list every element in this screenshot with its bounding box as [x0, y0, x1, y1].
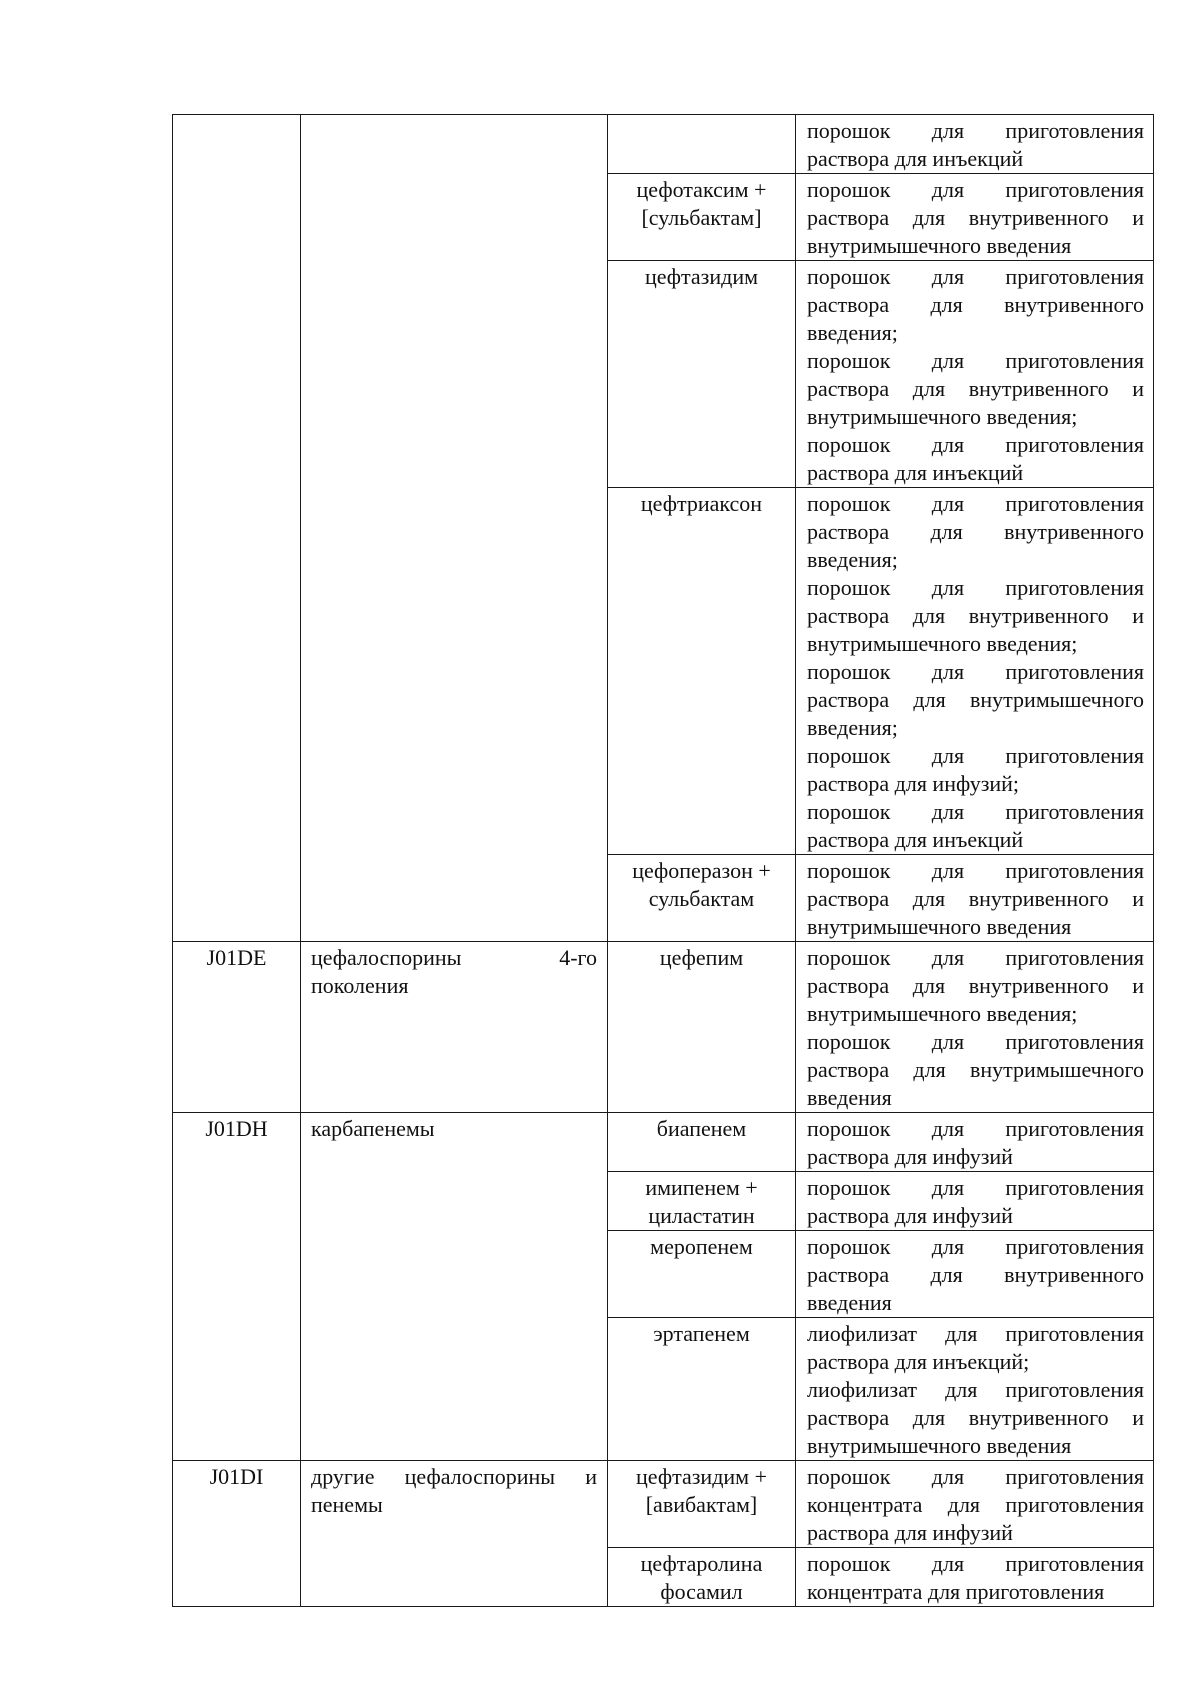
group-name-cell [301, 942, 608, 1113]
form_lines-line: раствора для инфузий [807, 1520, 1013, 1545]
dosage-form-cell [796, 1231, 1154, 1318]
form_lines-line: раствора для инфузий [807, 1203, 1013, 1228]
group_lines-line: карбапенемы [311, 1116, 435, 1141]
form_lines-line: порошок для приготовления [807, 264, 1144, 289]
form_lines-line: концентрата для приготовления [807, 1579, 1105, 1604]
form_lines-line: введения; [807, 547, 898, 572]
dosage-form-cell [796, 261, 1154, 488]
drug-name-cell: цефепим [608, 942, 796, 1113]
form_lines-line: введения [807, 1085, 892, 1110]
dosage-form-cell [796, 855, 1154, 942]
form_lines-line: порошок для приготовления [807, 659, 1144, 684]
form_lines-line: внутримышечного введения; [807, 404, 1078, 429]
form_lines-line: внутримышечного введения [807, 1433, 1072, 1458]
form_lines-line: раствора для внутривенного и [807, 376, 1144, 401]
drug-name-cell: эртапенем [608, 1318, 796, 1461]
drug-table-body [173, 115, 1154, 1607]
form_lines-line: введения; [807, 320, 898, 345]
form_lines-line: порошок для приготовления [807, 118, 1144, 143]
form_lines-line: внутримышечного введения; [807, 1001, 1078, 1026]
atc-code-cell [173, 115, 301, 942]
drug-name-cell: цефоперазон + сульбактам [608, 855, 796, 942]
form_lines-line: раствора для внутримышечного [807, 1057, 1144, 1082]
form_lines-line: раствора для внутривенного [807, 292, 1144, 317]
dosage-form-cell [796, 1318, 1154, 1461]
dosage-form-cell [796, 488, 1154, 855]
atc-code-cell: J01DE [173, 942, 301, 1113]
form_lines-line: раствора для инфузий; [807, 771, 1020, 796]
table-row [173, 1461, 1154, 1548]
drug-name-cell: цефтазидим [608, 261, 796, 488]
form_lines-line: раствора для внутривенного [807, 1262, 1144, 1287]
drug-name-cell: цефтазидим + [авибактам] [608, 1461, 796, 1548]
dosage-form-cell [796, 942, 1154, 1113]
form_lines-line: раствора для внутривенного и [807, 973, 1144, 998]
form_lines-line: порошок для приготовления [807, 432, 1144, 457]
form_lines-line: внутримышечного введения; [807, 631, 1078, 656]
dosage-form-cell [796, 174, 1154, 261]
form_lines-line: порошок для приготовления [807, 1175, 1144, 1200]
form_lines-line: раствора для инъекций [807, 146, 1024, 171]
drug-name-cell: меропенем [608, 1231, 796, 1318]
drug-table [172, 114, 1154, 1607]
form_lines-line: введения; [807, 715, 898, 740]
form_lines-line: концентрата для приготовления [807, 1492, 1144, 1517]
form_lines-line: порошок для приготовления [807, 743, 1144, 768]
group_lines-line: поколения [311, 973, 409, 998]
form_lines-line: раствора для внутривенного и [807, 886, 1144, 911]
dosage-form-cell [796, 1172, 1154, 1231]
form_lines-line: порошок для приготовления [807, 858, 1144, 883]
form_lines-line: раствора для внутривенного и [807, 205, 1144, 230]
atc-code-cell: J01DI [173, 1461, 301, 1607]
form_lines-line: раствора для внутривенного и [807, 603, 1144, 628]
group-name-cell [301, 1461, 608, 1607]
dosage-form-cell [796, 1461, 1154, 1548]
form_lines-line: порошок для приготовления [807, 491, 1144, 516]
form_lines-line: порошок для приготовления [807, 799, 1144, 824]
form_lines-line: лиофилизат для приготовления [807, 1377, 1144, 1402]
dosage-form-cell [796, 1113, 1154, 1172]
drug-name-cell: цефтаролина фосамил [608, 1548, 796, 1607]
form_lines-line: раствора для внутримышечного [807, 687, 1144, 712]
form_lines-line: раствора для инъекций [807, 827, 1024, 852]
form_lines-line: раствора для инъекций [807, 460, 1024, 485]
group_lines-line: пенемы [311, 1492, 383, 1517]
table-row [173, 1113, 1154, 1172]
form_lines-line: раствора для инфузий [807, 1144, 1013, 1169]
form_lines-line: порошок для приготовления [807, 1551, 1144, 1576]
group-name-cell [301, 1113, 608, 1461]
table-row [173, 942, 1154, 1113]
table-row [173, 115, 1154, 174]
form_lines-line: порошок для приготовления [807, 348, 1144, 373]
form_lines-line: порошок для приготовления [807, 1029, 1144, 1054]
group-name-cell [301, 115, 608, 942]
group_lines-line: цефалоспорины 4-го [311, 945, 597, 970]
form_lines-line: лиофилизат для приготовления [807, 1321, 1144, 1346]
dosage-form-cell [796, 1548, 1154, 1607]
drug-name-cell: имипенем + циластатин [608, 1172, 796, 1231]
drug-name-cell: биапенем [608, 1113, 796, 1172]
drug-name-cell: цефотаксим + [сульбактам] [608, 174, 796, 261]
form_lines-line: порошок для приготовления [807, 1464, 1144, 1489]
form_lines-line: раствора для внутривенного [807, 519, 1144, 544]
form_lines-line: порошок для приготовления [807, 575, 1144, 600]
form_lines-line: внутримышечного введения [807, 233, 1072, 258]
form_lines-line: порошок для приготовления [807, 1116, 1144, 1141]
drug-name-cell [608, 115, 796, 174]
dosage-form-cell [796, 115, 1154, 174]
form_lines-line: введения [807, 1290, 892, 1315]
drug-name-cell: цефтриаксон [608, 488, 796, 855]
form_lines-line: порошок для приготовления [807, 945, 1144, 970]
form_lines-line: раствора для инъекций; [807, 1349, 1030, 1374]
form_lines-line: раствора для внутривенного и [807, 1405, 1144, 1430]
form_lines-line: внутримышечного введения [807, 914, 1072, 939]
group_lines-line: другие цефалоспорины и [311, 1464, 597, 1489]
form_lines-line: порошок для приготовления [807, 1234, 1144, 1259]
form_lines-line: порошок для приготовления [807, 177, 1144, 202]
atc-code-cell: J01DH [173, 1113, 301, 1461]
